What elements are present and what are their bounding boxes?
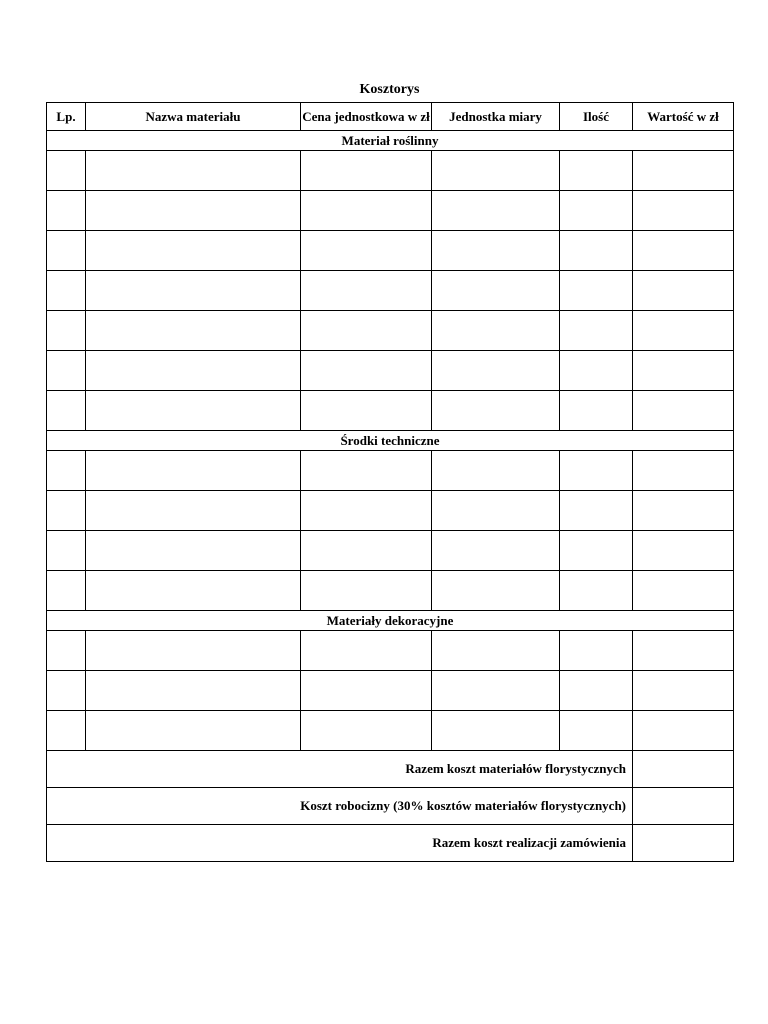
table-row [47,391,734,431]
cell-unit[interactable] [432,391,560,431]
cell-lp[interactable] [47,271,86,311]
cell-lp[interactable] [47,191,86,231]
cell-lp[interactable] [47,231,86,271]
table-row [47,271,734,311]
cell-material-name[interactable] [86,271,301,311]
cell-unit[interactable] [432,451,560,491]
cell-value[interactable] [633,671,734,711]
cell-unit-price[interactable] [301,451,432,491]
table-row [47,451,734,491]
cell-unit[interactable] [432,191,560,231]
cell-material-name[interactable] [86,351,301,391]
cell-quantity[interactable] [560,711,633,751]
cell-unit-price[interactable] [301,631,432,671]
page-title: Kosztorys [359,82,420,97]
cell-unit[interactable] [432,531,560,571]
summary-value-cell[interactable] [633,751,734,788]
table-row [47,531,734,571]
cell-value[interactable] [633,571,734,611]
cell-material-name[interactable] [86,231,301,271]
cell-material-name[interactable] [86,711,301,751]
cell-quantity[interactable] [560,271,633,311]
cell-quantity[interactable] [560,571,633,611]
header-quantity: Ilość [560,103,633,131]
header-unit-price: Cena jednostkowa w zł [301,103,432,131]
cell-material-name[interactable] [86,191,301,231]
cell-lp[interactable] [47,351,86,391]
cell-lp[interactable] [47,491,86,531]
header-lp: Lp. [47,103,86,131]
cell-value[interactable] [633,231,734,271]
cell-unit-price[interactable] [301,391,432,431]
section-title: Materiały dekoracyjne [47,611,734,631]
cell-value[interactable] [633,351,734,391]
table-row [47,711,734,751]
cell-unit-price[interactable] [301,311,432,351]
cell-value[interactable] [633,151,734,191]
cell-material-name[interactable] [86,151,301,191]
cell-material-name[interactable] [86,631,301,671]
cost-estimate-table [46,102,734,862]
cell-lp[interactable] [47,571,86,611]
cell-material-name[interactable] [86,491,301,531]
cell-quantity[interactable] [560,631,633,671]
cell-lp[interactable] [47,711,86,751]
section-header-row [47,431,734,451]
summary-row [47,751,734,788]
summary-row [47,825,734,862]
table-row [47,571,734,611]
cell-unit[interactable] [432,151,560,191]
header-material-name: Nazwa materiału [86,103,301,131]
section-title: Środki techniczne [47,431,734,451]
summary-value-cell[interactable] [633,825,734,862]
cell-quantity[interactable] [560,491,633,531]
cell-quantity[interactable] [560,191,633,231]
table-row [47,631,734,671]
cell-lp[interactable] [47,531,86,571]
cell-unit-price[interactable] [301,151,432,191]
cell-value[interactable] [633,311,734,351]
summary-label: Razem koszt realizacji zamówienia [47,825,633,862]
cell-unit-price[interactable] [301,711,432,751]
summary-label: Koszt robocizny (30% kosztów materiałów florystycznych) [47,788,633,825]
cell-unit[interactable] [432,711,560,751]
cell-unit-price[interactable] [301,531,432,571]
section-header-row [47,611,734,631]
header-row [47,103,734,131]
cell-value[interactable] [633,451,734,491]
cell-value[interactable] [633,631,734,671]
cell-unit[interactable] [432,311,560,351]
cell-quantity[interactable] [560,351,633,391]
summary-label: Razem koszt materiałów florystycznych [47,751,633,788]
table-row [47,151,734,191]
cell-lp[interactable] [47,631,86,671]
cell-material-name[interactable] [86,671,301,711]
cell-quantity[interactable] [560,671,633,711]
cell-quantity[interactable] [560,531,633,571]
cell-unit-price[interactable] [301,571,432,611]
cell-unit[interactable] [432,631,560,671]
cell-lp[interactable] [47,451,86,491]
table-row [47,231,734,271]
cell-unit-price[interactable] [301,671,432,711]
cell-unit[interactable] [432,571,560,611]
table-row [47,311,734,351]
cell-unit[interactable] [432,231,560,271]
cell-lp[interactable] [47,391,86,431]
cell-value[interactable] [633,191,734,231]
summary-row [47,788,734,825]
cell-unit[interactable] [432,671,560,711]
header-unit: Jednostka miary [432,103,560,131]
cell-lp[interactable] [47,311,86,351]
cell-value[interactable] [633,491,734,531]
cell-unit[interactable] [432,351,560,391]
cell-quantity[interactable] [560,311,633,351]
cell-material-name[interactable] [86,391,301,431]
cell-quantity[interactable] [560,231,633,271]
section-title: Materiał roślinny [47,131,734,151]
cell-material-name[interactable] [86,571,301,611]
table-row [47,191,734,231]
summary-value-cell[interactable] [633,788,734,825]
cell-value[interactable] [633,531,734,571]
cell-unit-price[interactable] [301,191,432,231]
header-value: Wartość w zł [633,103,734,131]
cell-unit-price[interactable] [301,351,432,391]
cell-value[interactable] [633,271,734,311]
cell-value[interactable] [633,711,734,751]
cell-lp[interactable] [47,671,86,711]
table-row [47,671,734,711]
section-header-row [47,131,734,151]
cell-value[interactable] [633,391,734,431]
cell-material-name[interactable] [86,531,301,571]
cell-unit-price[interactable] [301,231,432,271]
cell-unit[interactable] [432,491,560,531]
cell-unit-price[interactable] [301,491,432,531]
cell-unit-price[interactable] [301,271,432,311]
cell-unit[interactable] [432,271,560,311]
table-row [47,491,734,531]
table-row [47,351,734,391]
cell-material-name[interactable] [86,451,301,491]
cell-quantity[interactable] [560,451,633,491]
cell-lp[interactable] [47,151,86,191]
cell-material-name[interactable] [86,311,301,351]
cell-quantity[interactable] [560,151,633,191]
cell-quantity[interactable] [560,391,633,431]
